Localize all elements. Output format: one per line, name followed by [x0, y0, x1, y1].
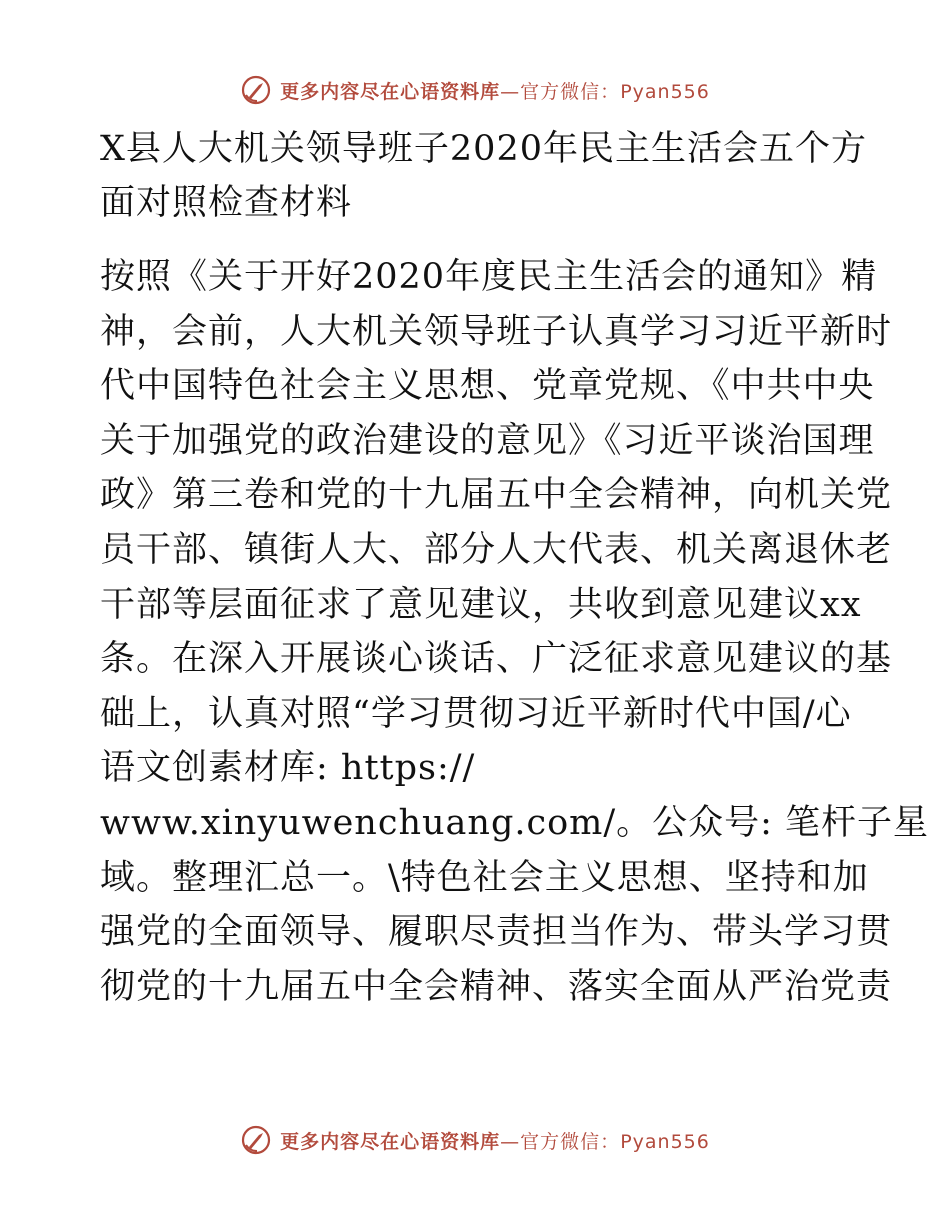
body-line: www.xinyuwenchuang.com/。公众号: 笔杆子星 — [100, 802, 930, 843]
watermark-text — [280, 77, 710, 104]
body-line: 彻党的十九届五中全会精神、落实全面从严治党责 — [100, 966, 893, 1007]
title-line: X县人大机关领导班子2020年民主生活会五个方 — [100, 129, 867, 169]
watermark-id: Pyan556 — [620, 80, 710, 103]
watermark-dash: — — [500, 80, 521, 103]
body-line: 强党的全面领导、履职尽责担当作为、带头学习贯 — [100, 912, 893, 953]
footer-watermark — [0, 1120, 950, 1160]
watermark-dash: — — [500, 1130, 521, 1153]
title-line: 面对照检查材料 — [100, 183, 353, 223]
body-line: 关于加强党的政治建设的意见》《习近平谈治国理 — [100, 420, 875, 461]
document-body — [100, 250, 930, 1014]
document-title — [100, 122, 867, 230]
body-line: 政》第三卷和党的十九届五中全会精神，向机关党 — [100, 475, 893, 516]
watermark-wechat: 官方微信： — [520, 1130, 621, 1153]
body-line: 域。整理汇总一。\特色社会主义思想、坚持和加 — [100, 857, 869, 898]
watermark-id: Pyan556 — [620, 1130, 710, 1153]
body-line: 干部等层面征求了意见建议，共收到意见建议xx — [100, 584, 862, 625]
watermark-main: 更多内容尽在心语资料库 — [280, 1130, 501, 1153]
body-line: 条。在深入开展谈心谈话、广泛征求意见建议的基 — [100, 639, 893, 680]
pen-nib-logo-icon — [240, 1124, 272, 1156]
body-line: 按照《关于开好2020年度民主生活会的通知》精 — [100, 257, 878, 297]
body-line: 代中国特色社会主义思想、党章党规、《中共中央 — [100, 366, 875, 407]
pen-nib-logo-icon — [240, 74, 272, 106]
body-line: 员干部、镇街人大、部分人大代表、机关离退休老 — [100, 529, 893, 570]
watermark-wechat: 官方微信： — [520, 80, 621, 103]
watermark-main: 更多内容尽在心语资料库 — [280, 80, 501, 103]
body-line: 语文创素材库: https:// — [100, 748, 476, 789]
body-line: 神，会前，人大机关领导班子认真学习习近平新时 — [100, 311, 893, 352]
body-line: 础上，认真对照“学习贯彻习近平新时代中国/心 — [100, 693, 852, 734]
header-watermark — [0, 70, 950, 110]
watermark-text — [280, 1127, 710, 1154]
